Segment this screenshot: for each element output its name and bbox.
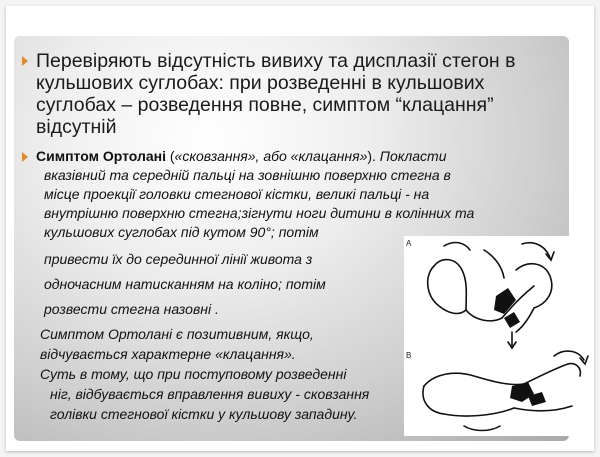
figure-label-a: A — [406, 239, 412, 248]
ortolani-maneuver-illustration — [404, 236, 592, 436]
point-1-text: Перевіряють відсутність вивиху та дисплазії стегон в кульшових суглобах: при розведенні в кульшових суглобах – розведення повне, симптом “клацання” відсутній — [36, 50, 516, 138]
point-2-line: привести їх до серединної лінії живота з — [44, 251, 313, 267]
point-2-line: вказівний та середній пальці на зовнішню поверхню стегна в — [44, 167, 451, 183]
point-2-line: внутрішню поверхню стегна;зігнути ноги дитини в колінних та — [44, 205, 475, 221]
conclusion-line: Суть в тому, що при поступовому розведенні — [40, 366, 347, 382]
bullet-arrow-icon — [22, 56, 28, 66]
figure-label-b: B — [406, 351, 412, 360]
bullet-arrow-icon — [22, 152, 28, 162]
ortolani-alias: «сковзання», або «клацання» — [174, 148, 368, 164]
point-2-line: одночасним натисканням на коліно; потім — [44, 276, 326, 292]
conclusion-line: ніг, відбувається вправлення вивиху - сковзання — [50, 386, 370, 402]
infant-hips-drawing — [404, 236, 592, 436]
conclusion-line: відчувається характерне «клацання». — [40, 346, 296, 362]
point-2-line: кульшових суглобах під кутом 90°; потім — [44, 224, 319, 240]
ortolani-title: Симптом Ортолані — [36, 148, 166, 164]
conclusion-line: Симптом Ортолані є позитивним, якщо, — [40, 326, 314, 342]
point-2-line: розвести стегна назовні . — [44, 301, 219, 317]
conclusion-line: голівки стегнової кістки у кульшову западину. — [50, 406, 358, 422]
point-2-line: місце проекції головки стегнової кістки, великі пальці - на — [44, 186, 430, 202]
point-2-line-1: Симптом Ортолані («сковзання», або «клацання»). Покласти — [36, 148, 447, 164]
slide — [6, 6, 594, 451]
